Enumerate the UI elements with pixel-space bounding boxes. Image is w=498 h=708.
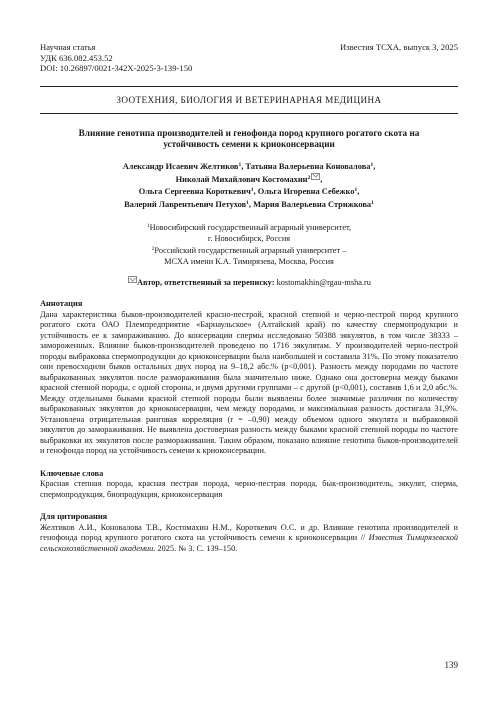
citation-authors-title: Желтиков А.И., Коновалова Т.В., Костомахин Н.М., Короткевич О.С. и др. Влияние генотипа производителей и генофонда пород крупного рогатого скота на устойчивость семени к криоконсервации // [40, 522, 458, 543]
citation-text [40, 523, 458, 555]
affil-line: Новосибирский государственный аграрный университет, [149, 222, 352, 232]
article-meta [40, 42, 192, 74]
correspondence [40, 276, 458, 287]
doi: DOI: 10.26897/0021-342X-2025-3-139-150 [40, 63, 193, 74]
correspondence-email[interactable]: kostomakhin@rgau-msha.ru [276, 278, 371, 288]
author-affil-sup: 1 [250, 187, 254, 194]
author-name: Ольга Игоревна Себежко [257, 187, 355, 197]
keywords-text: Красная степная порода, красная пестрая порода, черно-пестрая порода, бык-производитель, эякулят, сперма, спермопродукция, биопродукция, криоконсервация [40, 479, 458, 499]
journal-issue: Известия ТСХА, выпуск 3, 2025 [339, 42, 458, 52]
rubric-divider [40, 113, 458, 114]
udc-code: УДК 636.082.453.52 [40, 52, 113, 63]
page-number: 139 [444, 660, 458, 670]
section-rubric: ЗООТЕХНИЯ, БИОЛОГИЯ И ВЕТЕРИНАРНАЯ МЕДИЦИНА [116, 94, 382, 105]
affiliations [40, 221, 458, 268]
author-affil-sup: 1 [370, 162, 374, 169]
citation-issue: 2025. № 3. С. 139–150. [155, 543, 238, 553]
article-page [40, 42, 458, 554]
envelope-icon [128, 276, 137, 283]
author-name: Александр Исаевич Желтиков [122, 162, 239, 172]
author-affil-sup: 1 [238, 162, 242, 169]
author-list [40, 160, 458, 210]
author-name: Валерий Лаврентьевич Петухов [124, 199, 247, 209]
author-affil-sup: 1 [371, 199, 374, 206]
affil-line: МСХА имени К.А. Тимирязева, Москва, Россия [164, 257, 334, 267]
author-line: Николай Михайлович Костомахин$^2$ , [175, 174, 323, 184]
correspondence-label: Автор, ответственный за переписку: [137, 278, 275, 288]
envelope-icon [311, 173, 320, 180]
article-type: Научная статья [40, 42, 96, 52]
affil-sup: 2 [151, 245, 155, 252]
keywords-heading: Ключевые слова [40, 468, 104, 478]
author-line: Валерий Лаврентьевич Петухов$^1$, Мария Валерьевна Стрижкова$^1$ [124, 199, 374, 209]
citation-heading: Для цитирования [40, 512, 108, 522]
affiliation-1 [40, 221, 458, 244]
author-affil-sup: 1 [354, 187, 358, 194]
author-name: Мария Валерьевна Стрижкова [253, 199, 372, 209]
author-affil-sup: 2 [307, 174, 311, 181]
author-affil-sup: 1 [246, 199, 249, 206]
author-line: Александр Исаевич Желтиков$^1$, Татьяна Валерьевна Коновалова$^1$, [122, 162, 376, 172]
author-line: Ольга Сергеевна Короткевич$^1$, Ольга Игоревна Себежко$^1$, [138, 187, 360, 197]
author-name: Николай Михайлович Костомахин [175, 174, 308, 184]
affil-sup: 1 [146, 222, 150, 229]
article-title: Влияние генотипа производителей и генофонда пород крупного рогатого скота на устойчивость семени к криоконсервации [78, 127, 420, 149]
journal-header [40, 42, 458, 74]
citation-journal: Известия Тимирязевской сельскохозяйственной академии. [40, 533, 458, 553]
affil-line: г. Новосибирск, Россия [207, 233, 291, 243]
affiliation-2 [40, 244, 458, 267]
abstract-heading: Аннотация [40, 299, 83, 309]
author-name: Татьяна Валерьевна Коновалова [245, 162, 371, 172]
abstract-text: Дана характеристика быков-производителей красно-пестрой, красной степной и черно-пестрой пород крупного рогатого скота ОАО Племпредприятие «Барнаульское» (Алтайский край) по качеству спермопродукции и устойчивость ее к замораживанию. До консервации спермы исследовано 50388 эякулятов, в том числе 38333 – замороженных. Влияние быков-производителей проведено по 1716 эякулятам. У производителей черно-пестрой породы выбраковка спермопродукции до криоконсервации была наибольшей и составила 31%. По этому показателю они превосходили быков остальных двух пород на 9–18,2 абс.% (p<0,001). Разность между породами по частоте выбракованных эякулятов после размораживания была значительно ниже. Однако она достоверна между быками красной степной породы, с одной стороны, и двумя другими группами – с другой (p<0,001), составив 1,6 и 2,0 абс.%. Между отдельными быками красной степной породы были выявлены более значимые различия по количеству выбракованных эякулятов до криоконсервации, чем между породами, и максимальная разность достигала 31,9%. Установлена отрицательная ранговая корреляция (r = –0,90) между объемом одного эякулята и выбраковкой эякулятов до замораживания. Не выявлена достоверная разность между быками красной степной породы по частоте выбраковки их эякулятов после размораживания. Таким образом, показано влияние генотипа быков-производителей и генофонда пород на устойчивость семени к криоконсервации. [40, 309, 458, 456]
header-divider [40, 86, 458, 87]
author-name: Ольга Сергеевна Короткевич [138, 187, 251, 197]
affil-line: Российский государственный аграрный университет – [154, 245, 347, 255]
